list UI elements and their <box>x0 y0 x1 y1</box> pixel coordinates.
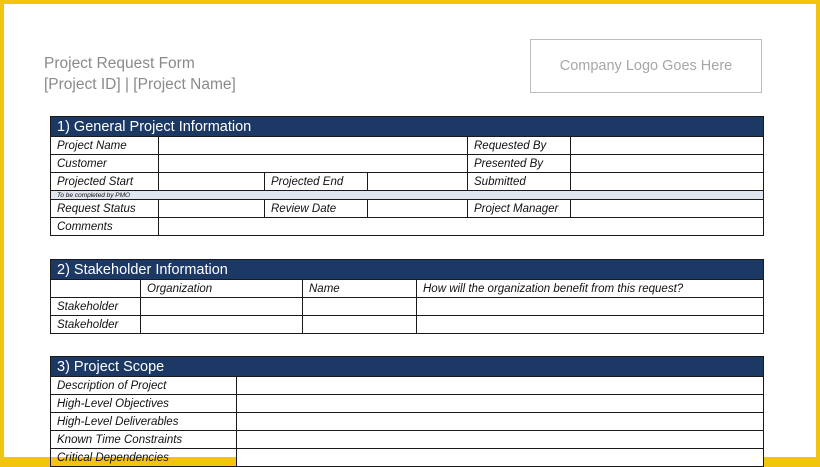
scope-row-label: Known Time Constraints <box>51 431 237 449</box>
stakeholder-label: Stakeholder <box>51 316 141 334</box>
section-1-header: 1) General Project Information <box>51 117 764 137</box>
benefit-field[interactable] <box>417 298 764 316</box>
name-field[interactable] <box>303 298 417 316</box>
benefit-column-header: How will the organization benefit from this request? <box>417 280 764 298</box>
projected-end-label: Projected End <box>265 173 368 191</box>
submitted-field[interactable] <box>571 173 764 191</box>
section-2-header: 2) Stakeholder Information <box>51 260 764 280</box>
scope-row-field[interactable] <box>237 431 764 449</box>
requested-by-field[interactable] <box>571 137 764 155</box>
comments-field[interactable] <box>159 218 764 236</box>
form-title-block <box>44 53 236 95</box>
scope-row-label: High-Level Deliverables <box>51 413 237 431</box>
customer-field[interactable] <box>159 155 468 173</box>
presented-by-field[interactable] <box>571 155 764 173</box>
project-name-field[interactable] <box>159 137 468 155</box>
projected-start-field[interactable] <box>159 173 265 191</box>
stakeholder-information-table <box>50 259 764 334</box>
company-logo-placeholder: Company Logo Goes Here <box>530 39 762 93</box>
pmo-note: To be completed by PMO <box>51 191 764 200</box>
project-id-name: [Project ID] | [Project Name] <box>44 76 236 93</box>
benefit-field[interactable] <box>417 316 764 334</box>
stakeholder-label: Stakeholder <box>51 298 141 316</box>
project-manager-label: Project Manager <box>468 200 571 218</box>
stakeholder-corner-cell <box>51 280 141 298</box>
requested-by-label: Requested By <box>468 137 571 155</box>
name-field[interactable] <box>303 316 417 334</box>
organization-column-header: Organization <box>141 280 303 298</box>
form-title: Project Request Form <box>44 55 195 72</box>
form-page <box>4 4 816 464</box>
review-date-field[interactable] <box>368 200 468 218</box>
request-status-label: Request Status <box>51 200 159 218</box>
organization-field[interactable] <box>141 316 303 334</box>
projected-end-field[interactable] <box>368 173 468 191</box>
project-name-label: Project Name <box>51 137 159 155</box>
scope-row-label: Description of Project <box>51 377 237 395</box>
scope-row-label: Critical Dependencies <box>51 449 237 467</box>
scope-row-field[interactable] <box>237 413 764 431</box>
customer-label: Customer <box>51 155 159 173</box>
name-column-header: Name <box>303 280 417 298</box>
request-status-field[interactable] <box>159 200 265 218</box>
organization-field[interactable] <box>141 298 303 316</box>
presented-by-label: Presented By <box>468 155 571 173</box>
comments-label: Comments <box>51 218 159 236</box>
general-project-information-table <box>50 116 764 236</box>
section-3-header: 3) Project Scope <box>51 357 764 377</box>
scope-row-field[interactable] <box>237 377 764 395</box>
scope-row-field[interactable] <box>237 449 764 467</box>
projected-start-label: Projected Start <box>51 173 159 191</box>
project-scope-table <box>50 356 764 467</box>
scope-row-label: High-Level Objectives <box>51 395 237 413</box>
review-date-label: Review Date <box>265 200 368 218</box>
submitted-label: Submitted <box>468 173 571 191</box>
scope-row-field[interactable] <box>237 395 764 413</box>
project-manager-field[interactable] <box>571 200 764 218</box>
